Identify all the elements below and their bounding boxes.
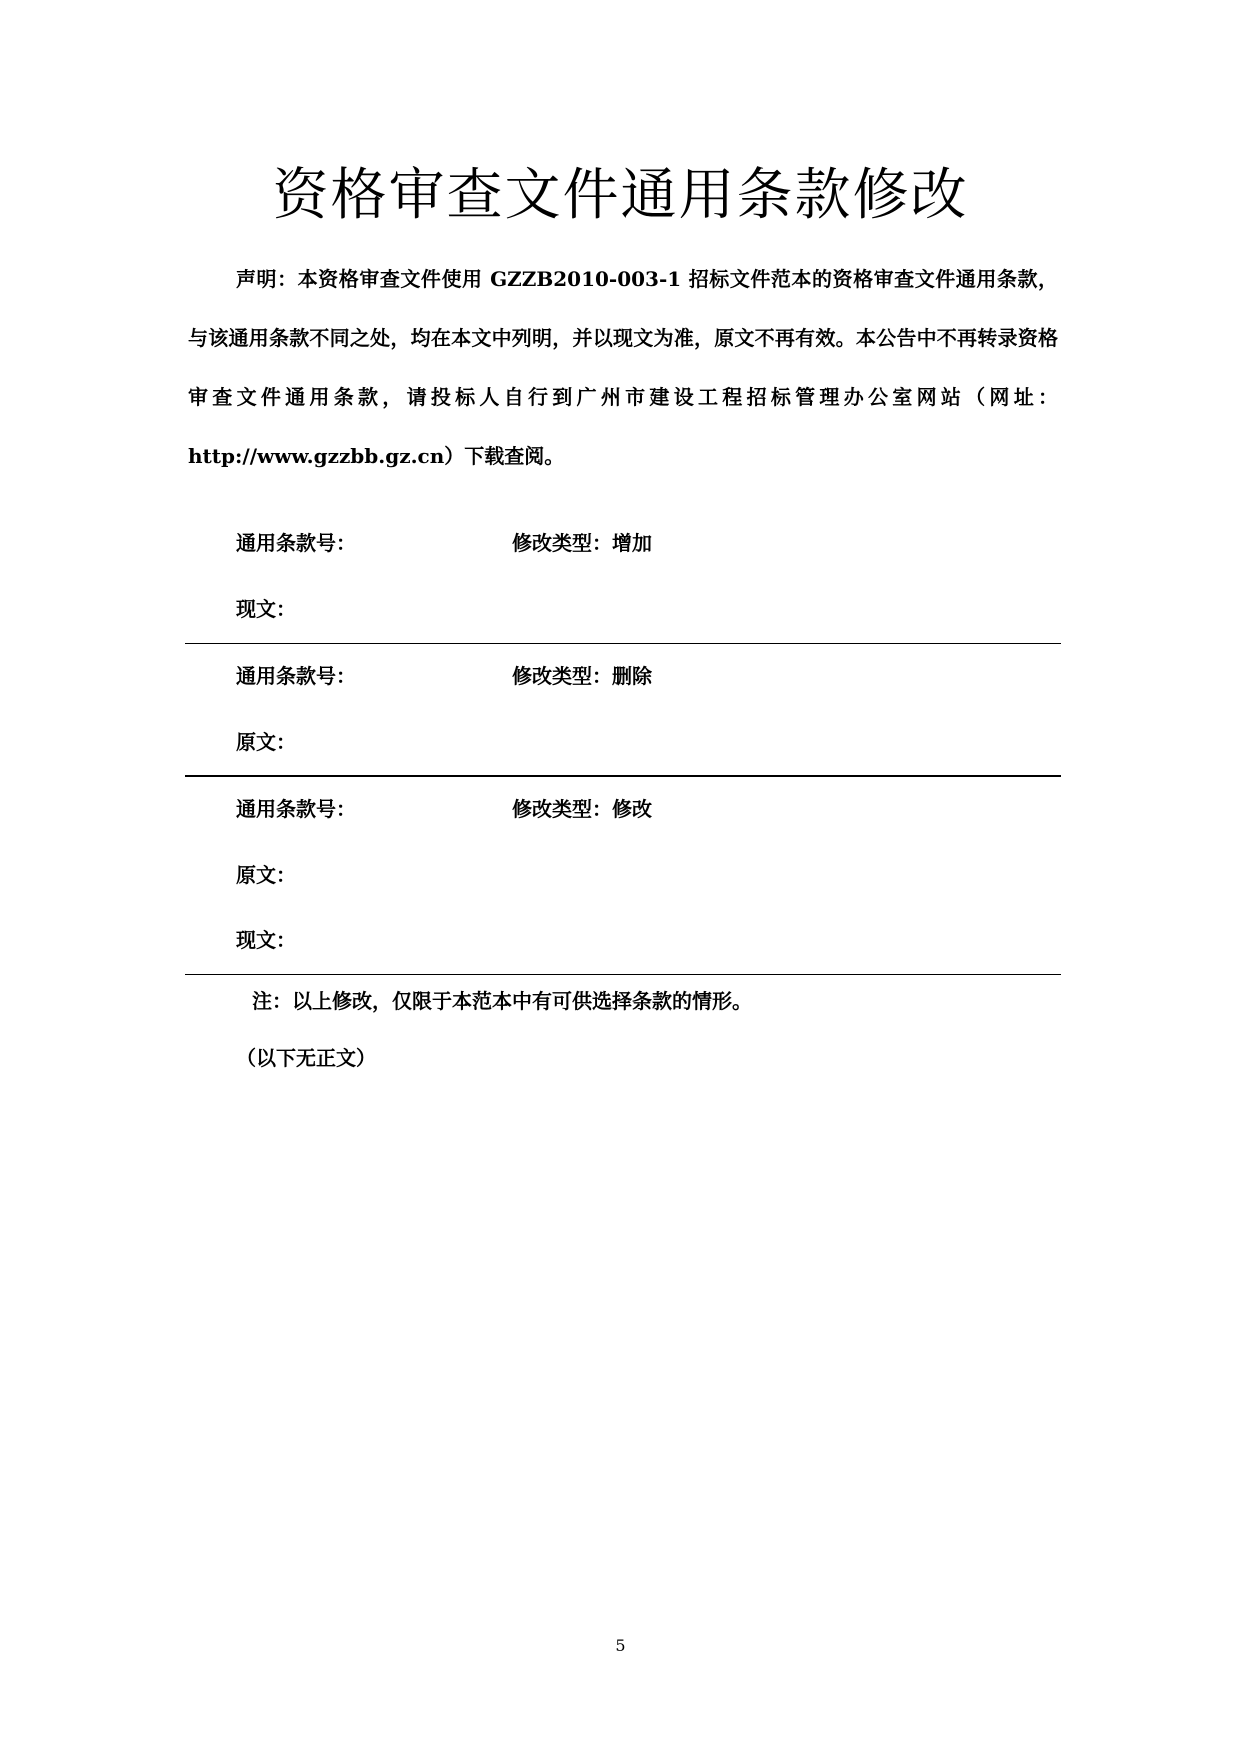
note-text: 注：以上修改，仅限于本范本中有可供选择条款的情形。 [252,989,752,1013]
current-text-label: 现文： [236,928,296,952]
original-text-label: 原文： [236,730,296,754]
clause-number-label: 通用条款号： [236,531,356,555]
page-number: 5 [615,1636,626,1655]
modification-type-label: 修改类型：删除 [512,664,652,688]
current-text-label: 现文： [236,597,296,621]
clause-number-label: 通用条款号： [236,664,356,688]
document-title: 资格审查文件通用条款修改 [272,163,969,228]
section-divider [185,643,1061,644]
end-of-content-marker: （以下无正文） [236,1046,376,1070]
section-divider [185,974,1061,975]
clause-number-label: 通用条款号： [236,797,356,821]
original-text-label: 原文： [236,863,296,887]
modification-type-label: 修改类型：增加 [512,531,652,555]
modification-type-label: 修改类型：修改 [512,797,652,821]
declaration-paragraph: 声明：本资格审查文件使用 GZZB2010-003-1 招标文件范本的资格审查文件通用条款，与该通用条款不同之处，均在本文中列明，并以现文为准，原文不再有效。本公告中不再转录资格审查文件通用条款，请投标人自行到广州市建设工程招标管理办公室网站（网址：http://www.gzzbb.gz.cn）下载查阅。 [188,267,1058,468]
section-divider [185,775,1061,777]
